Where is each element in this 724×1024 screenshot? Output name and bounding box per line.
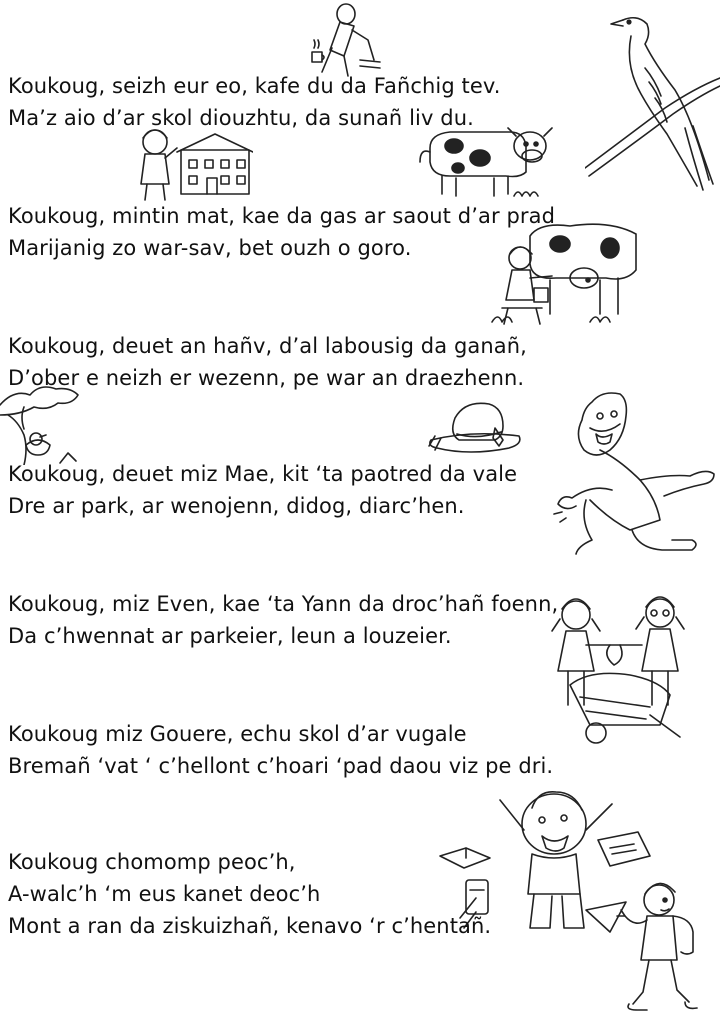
stanza-2-line-2: Marijanig zo war-sav, bet ouzh o goro. [8,236,412,260]
tree-with-bird-nest-icon [0,385,80,465]
stanza-1-line-2: Ma’z aio d’ar skol diouzhtu, da sunañ liv du. [8,106,474,130]
man-drinking-coffee-icon [300,0,385,80]
stanza-5-line-2: Da c’hwennat ar parkeier, leun a louzeier. [8,624,452,648]
stanza-7-line-1: Koukoug chomomp peoc’h, [8,850,296,874]
cuckoo-bird-icon [585,8,720,198]
stanza-1-line-1: Koukoug, seizh eur eo, kafe du da Fañchig tev. [8,74,501,98]
hat-icon [425,398,525,456]
girl-milking-cow-icon [490,218,640,328]
walking-schoolboy-icon [615,880,710,1015]
stanza-7-line-2: A-walc’h ‘m eus kanet deoc’h [8,882,321,906]
stanza-7-line-3: Mont a ran da ziskuizhañ, kenavo ‘r c’hentañ. [8,914,492,938]
two-girls-with-wheelbarrow-icon [540,585,700,750]
stanza-5-line-1: Koukoug, miz Even, kae ‘ta Yann da droc’hañ foenn, [8,592,559,616]
stanza-6-line-2: Bremañ ‘vat ‘ c’hellont c’hoari ‘pad daou viz pe dri. [8,754,554,778]
stanza-6-line-1: Koukoug miz Gouere, echu skol d’ar vugale [8,722,467,746]
schoolboy-with-school-icon [133,128,253,203]
stanza-4-line-2: Dre ar park, ar wenojenn, didog, diarc’hen. [8,494,465,518]
stanza-2-line-1: Koukoug, mintin mat, kae da gas ar saout d’ar prad [8,204,556,228]
stanza-3-line-2: D’ober e neizh er wezenn, pe war an draezhenn. [8,366,525,390]
running-man-icon [552,390,722,560]
cow-icon [418,118,558,200]
stanza-4-line-1: Koukoug, deuet miz Mae, kit ‘ta paotred da vale [8,462,518,486]
stanza-3-line-1: Koukoug, deuet an hañv, d’al labousig da ganañ, [8,334,527,358]
